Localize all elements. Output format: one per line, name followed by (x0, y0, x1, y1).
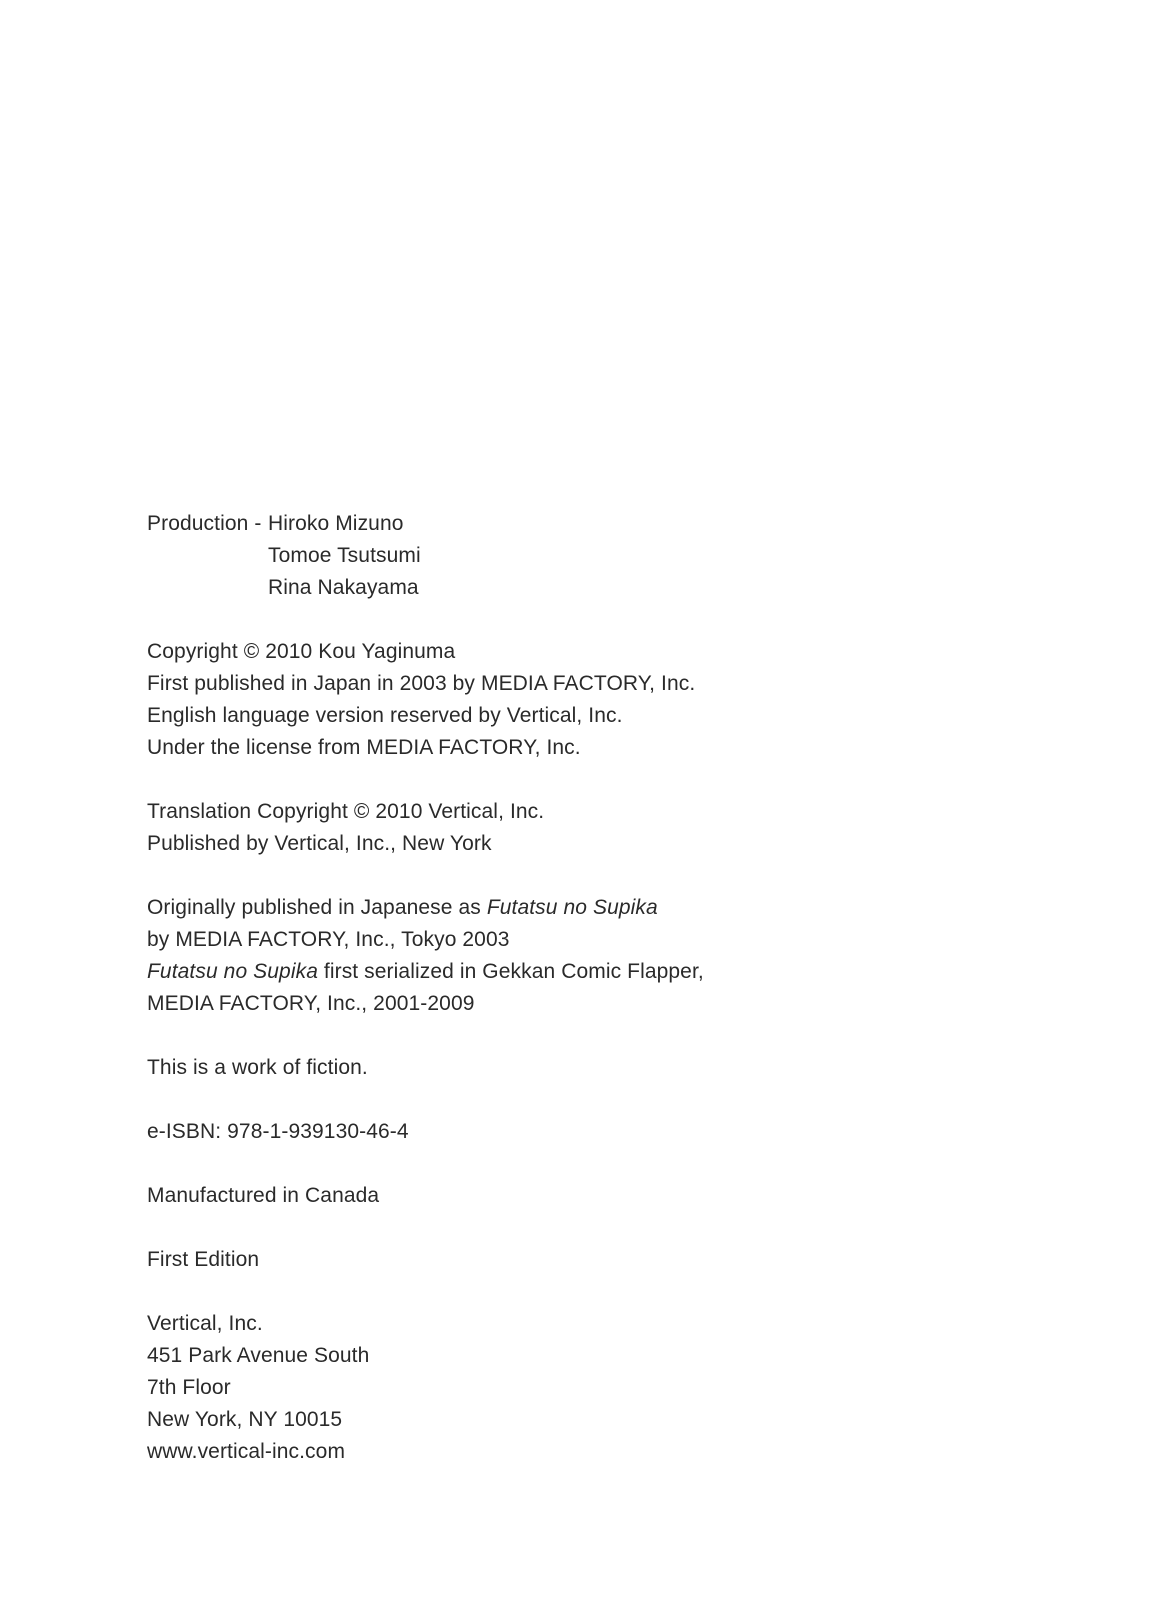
credit-row (147, 540, 847, 572)
publisher-address (147, 1308, 847, 1468)
staff-name: Hiroko Mizuno (268, 512, 404, 535)
edition-block (147, 1244, 847, 1276)
manufactured-text: Manufactured in Canada (147, 1184, 380, 1207)
original-title: Futatsu no Supika (147, 960, 318, 983)
copyright-block (147, 636, 847, 764)
original-title: Futatsu no Supika (486, 896, 658, 919)
credit-row (147, 572, 847, 604)
staff-name: Rina Nakayama (268, 576, 419, 599)
city-state-zip: New York, NY 10015 (147, 1408, 343, 1431)
isbn-text: e-ISBN: 978-1-939130-46-4 (147, 1120, 409, 1143)
production-credits (147, 508, 847, 604)
original-line: MEDIA FACTORY, Inc., 2001-2009 (147, 992, 475, 1015)
original-line: by MEDIA FACTORY, Inc., Tokyo 2003 (147, 928, 510, 951)
copyright-line: Copyright © 2010 Kou Yaginuma (147, 640, 456, 663)
copyright-line: Under the license from MEDIA FACTORY, Inc. (147, 736, 581, 759)
fiction-text: This is a work of fiction. (147, 1056, 368, 1079)
credit-role-label: Production - (147, 512, 268, 535)
publisher-name: Vertical, Inc. (147, 1312, 263, 1335)
isbn-block (147, 1116, 847, 1148)
copyright-line: English language version reserved by Vertical, Inc. (147, 704, 623, 727)
manufactured-block (147, 1180, 847, 1212)
staff-name: Tomoe Tsutsumi (268, 544, 421, 567)
translation-block (147, 796, 847, 860)
copyright-line: First published in Japan in 2003 by MEDIA FACTORY, Inc. (147, 672, 696, 695)
translation-line: Published by Vertical, Inc., New York (147, 832, 492, 855)
colophon (147, 508, 847, 1468)
website-link[interactable]: www.vertical-inc.com (147, 1440, 346, 1463)
original-line (147, 892, 847, 924)
fiction-notice (147, 1052, 847, 1084)
original-line (147, 956, 847, 988)
original-prefix: Originally published in Japanese as (147, 896, 487, 919)
street-address: 451 Park Avenue South (147, 1344, 370, 1367)
translation-line: Translation Copyright © 2010 Vertical, Inc. (147, 800, 545, 823)
original-publication-block (147, 892, 847, 1020)
serialization-note: first serialized in Gekkan Comic Flapper, (317, 960, 704, 983)
floor: 7th Floor (147, 1376, 231, 1399)
credit-row (147, 508, 847, 540)
edition-text: First Edition (147, 1248, 260, 1271)
